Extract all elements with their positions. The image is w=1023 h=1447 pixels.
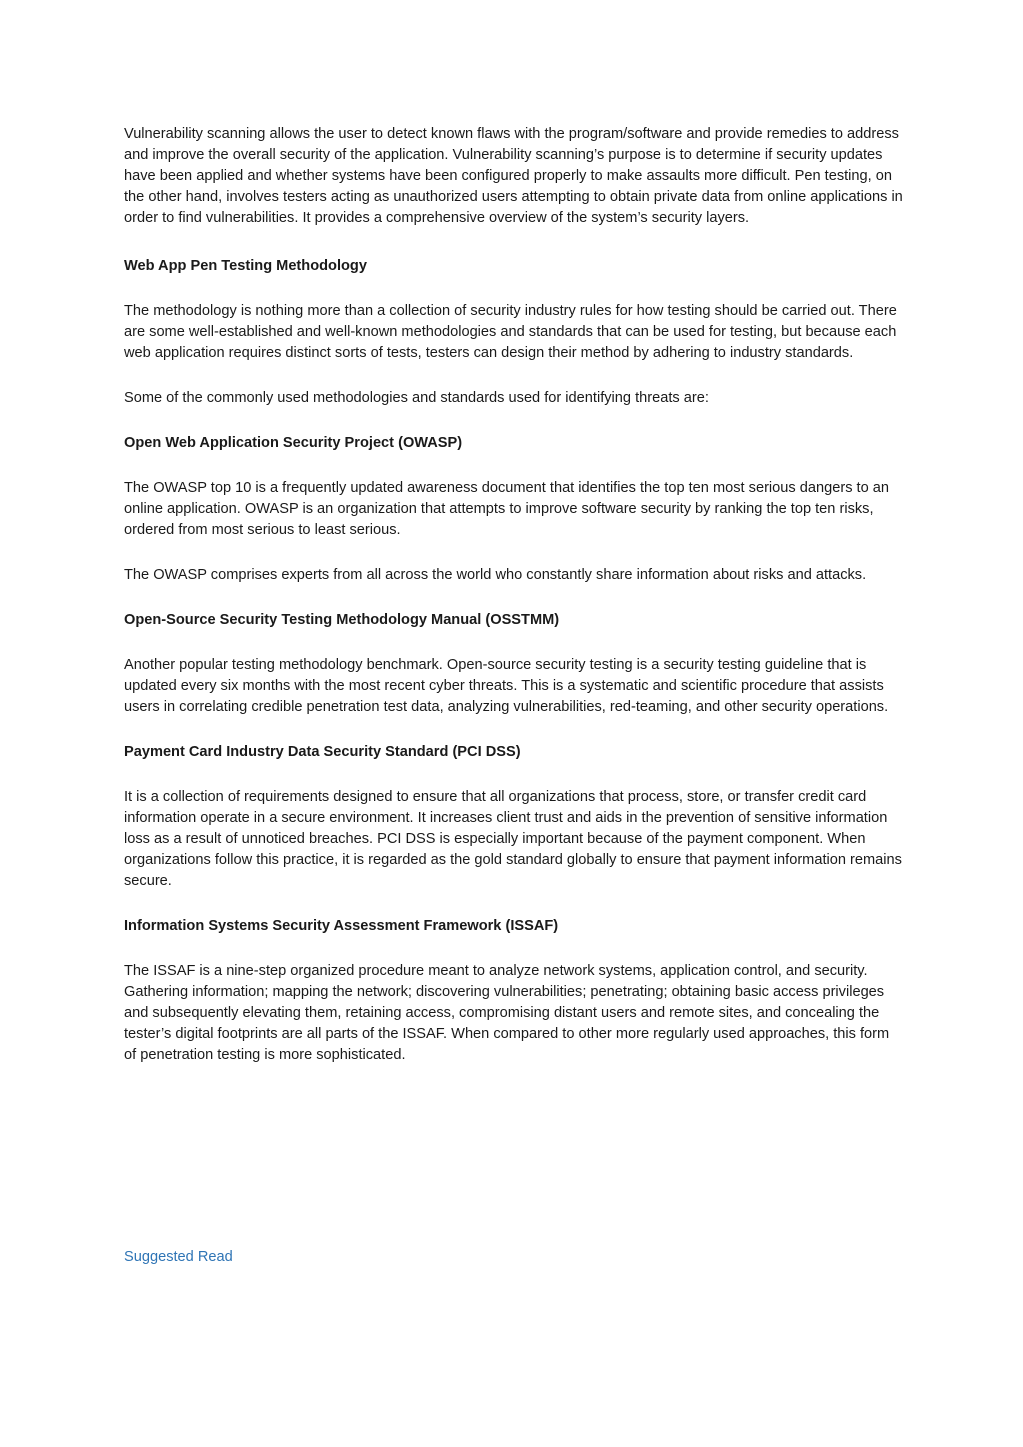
owasp-heading: Open Web Application Security Project (OWASP) (124, 435, 463, 451)
pcidss-paragraph: It is a collection of requirements designed to ensure that all organizations that process, store, or transfer credit card information operate in a secure environment. It increases client trust and aids in the prevention of sensitive information loss as a result of unnoticed breaches. PCI DSS is especially important because of the payment component. When organizations follow this practice, it is regarded as the gold standard globally to ensure that payment information remains secure. (124, 789, 902, 889)
owasp-paragraph-2: The OWASP comprises experts from all across the world who constantly share information about risks and attacks. (124, 567, 867, 583)
osstmm-heading: Open-Source Security Testing Methodology Manual (OSSTMM) (124, 612, 560, 628)
methodology-intro-paragraph: Some of the commonly used methodologies and standards used for identifying threats are: (124, 390, 709, 406)
owasp-paragraph-1: The OWASP top 10 is a frequently updated awareness document that identifies the top ten most serious dangers to an online application. OWASP is an organization that attempts to improve software security by ranking the top ten risks, ordered from most serious to least serious. (124, 480, 890, 538)
osstmm-paragraph: Another popular testing methodology benchmark. Open-source security testing is a security testing guideline that is updated every six months with the most recent cyber threats. This is a systematic and scientific procedure that assists users in correlating credible penetration test data, analyzing vulnerabilities, red-teaming, and other security operations. (124, 657, 889, 715)
intro-paragraph: Vulnerability scanning allows the user to detect known flaws with the program/software and provide remedies to address and improve the overall security of the application. Vulnerability scanning’s purpose is to determine if security updates have been applied and whether systems have been configured properly to make assaults more difficult. Pen testing, on the other hand, involves testers acting as unauthorized users attempting to obtain private data from online applications in order to find vulnerabilities. It provides a comprehensive overview of the system’s security layers. (124, 126, 903, 226)
pcidss-heading: Payment Card Industry Data Security Standard (PCI DSS) (124, 744, 521, 760)
issaf-heading: Information Systems Security Assessment Framework (ISSAF) (124, 918, 559, 934)
suggested-read-link[interactable]: Suggested Read (124, 1249, 233, 1265)
methodology-heading: Web App Pen Testing Methodology (124, 258, 367, 274)
issaf-paragraph: The ISSAF is a nine-step organized procedure meant to analyze network systems, application control, and security. Gathering information; mapping the network; discovering vulnerabilities; penetrating; obtaining basic access privileges and subsequently elevating them, retaining access, compromising distant users and remote sites, and concealing the tester’s digital footprints are all parts of the ISSAF. When compared to other more regularly used approaches, this form of penetration testing is more sophisticated. (124, 963, 890, 1063)
document-body (124, 124, 904, 1066)
methodology-paragraph: The methodology is nothing more than a collection of security industry rules for how testing should be carried out. There are some well-established and well-known methodologies and standards that can be used for testing, but because each web application requires distinct sorts of tests, testers can design their method by adhering to industry standards. (124, 303, 897, 361)
